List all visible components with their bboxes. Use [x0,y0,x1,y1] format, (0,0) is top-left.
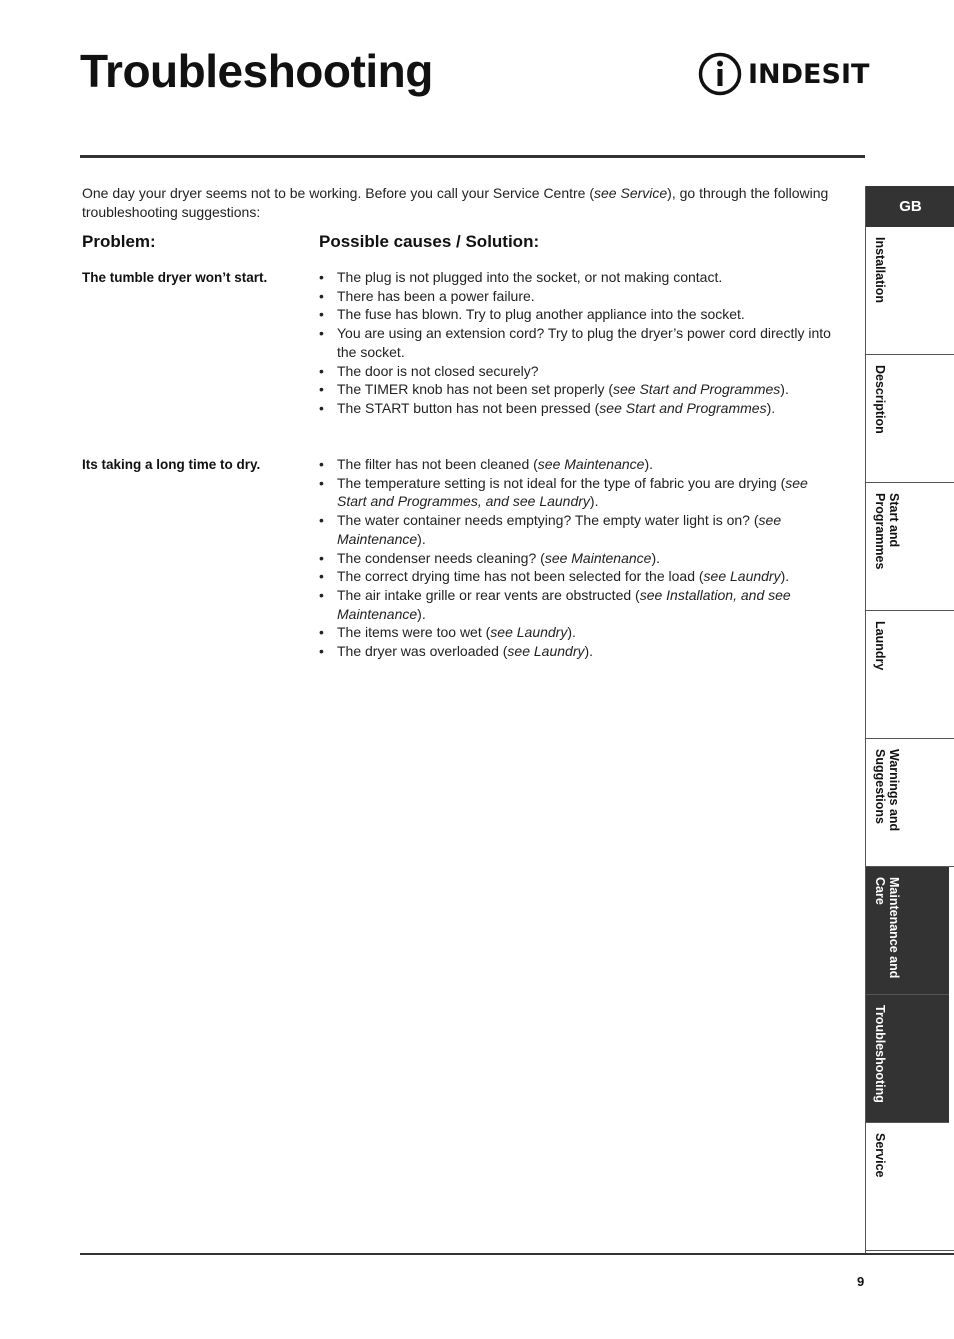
cause-text: ). [584,643,594,660]
section-tab[interactable] [866,611,954,739]
cause-text: The door is not closed securely? [337,362,539,379]
section-tab-label: Troubleshooting [873,1005,887,1103]
section-sidebar [865,186,954,1254]
cause-item [319,567,834,586]
cause-text: ). [780,381,789,398]
cause-reference: see Maintenance [544,549,652,566]
cause-text: ). [567,624,576,641]
cause-reference: see Laundry [703,568,781,585]
cause-text: ). [766,399,776,416]
cause-text: ). [589,493,599,510]
cause-item [319,642,834,661]
cause-reference: see Start and Programmes [599,399,767,416]
cause-item [319,380,834,399]
intro-paragraph [82,184,842,222]
cause-text: You are using an extension cord? Try to plug the dryer’s power cord directly into the socket. [337,325,831,360]
cause-item [319,324,834,361]
cause-reference: see Maintenance [537,456,645,472]
cause-reference: see Start and Programmes, and see Laundry [337,474,808,510]
cause-item [319,362,834,381]
causes-list [319,455,834,661]
cause-text: The TIMER knob has not been set properly ( [337,381,613,398]
cause-text: The correct drying time has not been selected for the load ( [337,568,704,585]
section-tab-label: Start and Programmes [873,493,901,570]
brand-logo-icon [698,52,742,96]
intro-text-end: ), go through the following troubleshooting suggestions: [82,185,829,220]
cause-text: The plug is not plugged into the socket, or not making contact. [337,269,723,285]
cause-text: The fuse has blown. Try to plug another appliance into the socket. [337,306,745,323]
page-title: Troubleshooting [80,45,433,97]
causes-column-header: Possible causes / Solution: [319,232,540,251]
section-tab-label: Description [873,365,887,434]
cause-item [319,623,834,642]
cause-item [319,268,834,287]
cause-text: There has been a power failure. [337,287,535,304]
cause-text: ). [644,456,653,472]
intro-text: One day your dryer seems not to be working. Before you call your Service Centre ( [82,185,595,201]
cause-item [319,511,834,548]
cause-text: The items were too wet ( [337,624,491,641]
footer-divider [80,1253,954,1255]
brand-wordmark: INDESIT [748,58,870,90]
brand-logo [698,52,869,96]
section-tab-label: Warnings and Suggestions [873,749,901,832]
causes-list [319,268,834,418]
cause-text: ). [651,549,661,566]
cause-item [319,549,834,568]
section-tab-label: Maintenance and Care [873,877,901,979]
cause-item [319,305,834,324]
intro-reference: see Service [594,185,668,201]
problem-label: Its taking a long time to dry. [82,457,261,472]
cause-item [319,455,834,474]
language-tab: GB [866,186,954,227]
cause-reference: see Start and Programmes [613,381,781,398]
header-divider [80,155,865,158]
cause-text: The dryer was overloaded ( [337,643,508,660]
section-tab[interactable] [866,483,954,611]
section-tab[interactable] [866,867,949,995]
problem-column-header: Problem: [82,232,156,251]
cause-reference: see Installation, and see Maintenance [337,586,791,622]
section-tab[interactable] [866,995,949,1123]
section-tab[interactable] [866,355,954,483]
section-tab[interactable] [866,1123,954,1251]
cause-reference: see Laundry [490,624,568,641]
section-tab-label: Service [873,1133,887,1178]
cause-text: The condenser needs cleaning? ( [337,549,545,566]
section-tab[interactable] [866,227,954,355]
section-tab-label: Laundry [873,621,887,671]
cause-reference: see Laundry [507,643,585,660]
cause-text: The air intake grille or rear vents are obstructed ( [337,586,640,603]
cause-text: ). [417,530,426,547]
cause-reference: see Maintenance [337,512,782,547]
section-tab-label: Installation [873,237,887,303]
cause-text: The START button has not been pressed ( [337,399,600,416]
cause-item [319,399,834,418]
cause-item [319,287,834,306]
cause-text: ). [417,605,426,622]
cause-text: The water container needs emptying? The empty water light is on? ( [337,512,759,529]
problem-label: The tumble dryer won’t start. [82,270,268,285]
cause-item [319,474,834,511]
cause-text: The filter has not been cleaned ( [337,456,538,472]
cause-text: The temperature setting is not ideal for the type of fabric you are drying ( [337,474,786,491]
cause-text: ). [780,568,790,585]
cause-item [319,586,834,623]
page-number: 9 [857,1274,865,1289]
section-tab[interactable] [866,739,954,867]
